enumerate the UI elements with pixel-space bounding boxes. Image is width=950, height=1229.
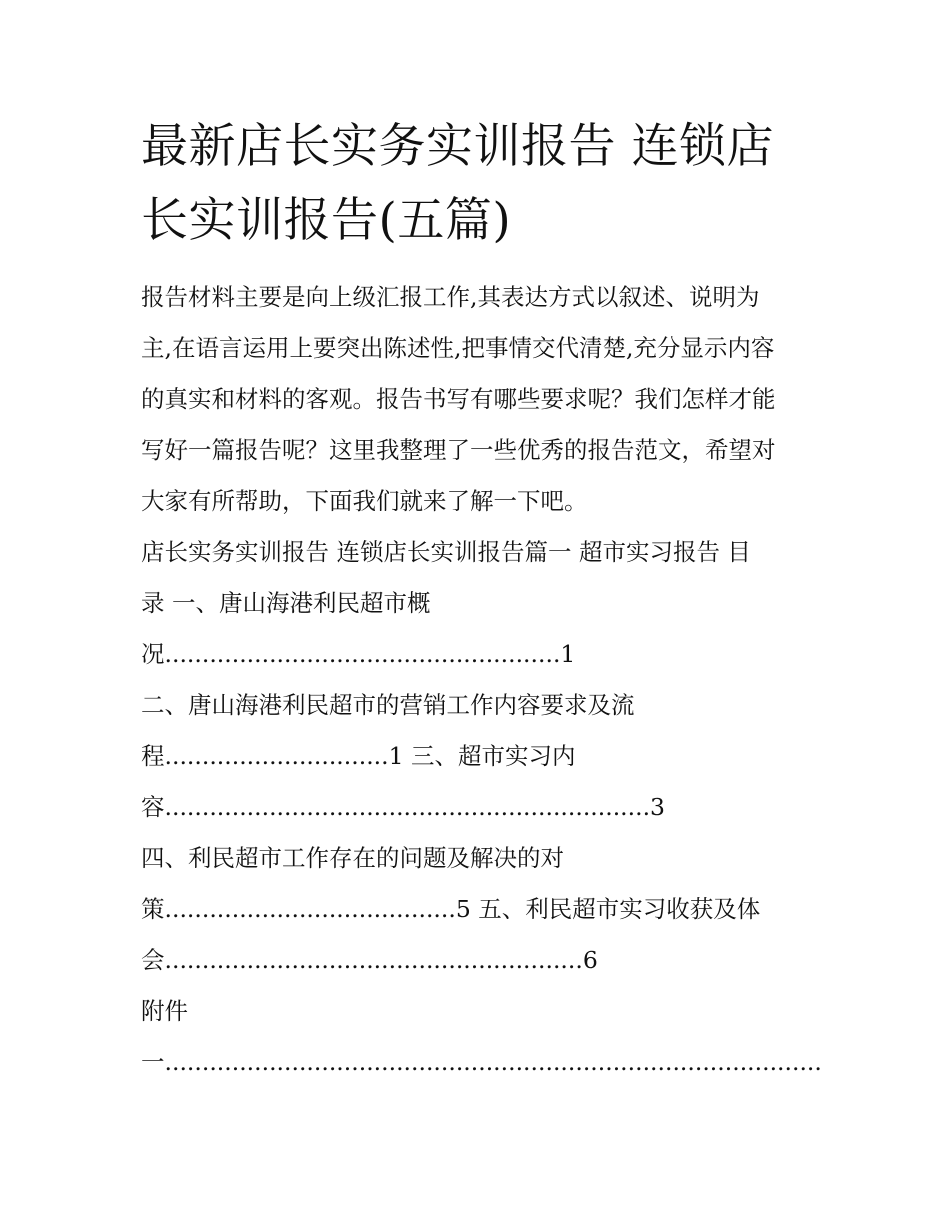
intro-line: 报告材料主要是向上级汇报工作,其表达方式以叙述、说明为 [141,283,760,311]
intro-line: 大家有所帮助，下面我们就来了解一下吧。 [141,487,588,515]
intro-paragraph [141,272,821,527]
toc-line: 会........................................................6 [141,946,598,974]
toc-line: 二、唐山海港利民超市的营销工作内容要求及流 [141,691,635,719]
intro-line: 的真实和材料的客观。报告书写有哪些要求呢？我们怎样才能 [141,385,776,413]
table-of-contents [141,527,821,1088]
document-title [141,110,821,258]
toc-line: 况.....................................................1 [141,640,576,668]
toc-line: 附件 [141,997,188,1025]
toc-line: 四、利民超市工作存在的问题及解决的对 [141,844,564,872]
document-page [141,110,821,1088]
intro-line: 主,在语言运用上要突出陈述性,把事情交代清楚,充分显示内容 [141,334,775,362]
toc-line: 容.................................................................3 [141,793,665,821]
toc-line: 策.......................................5 五、利民超市实习收获及体 [141,895,761,923]
toc-line: 程..............................1 三、超市实习内 [141,742,576,770]
title-line: 长实训报告(五篇) [141,193,512,248]
toc-line: 一........................................................................................ [141,1048,822,1076]
intro-line: 写好一篇报告呢？这里我整理了一些优秀的报告范文，希望对 [141,436,776,464]
toc-line: 店长实务实训报告 连锁店长实训报告篇一 超市实习报告 目 [141,538,751,566]
toc-line: 录 一、唐山海港利民超市概 [141,589,431,617]
title-line: 最新店长实务实训报告 连锁店 [141,119,774,174]
